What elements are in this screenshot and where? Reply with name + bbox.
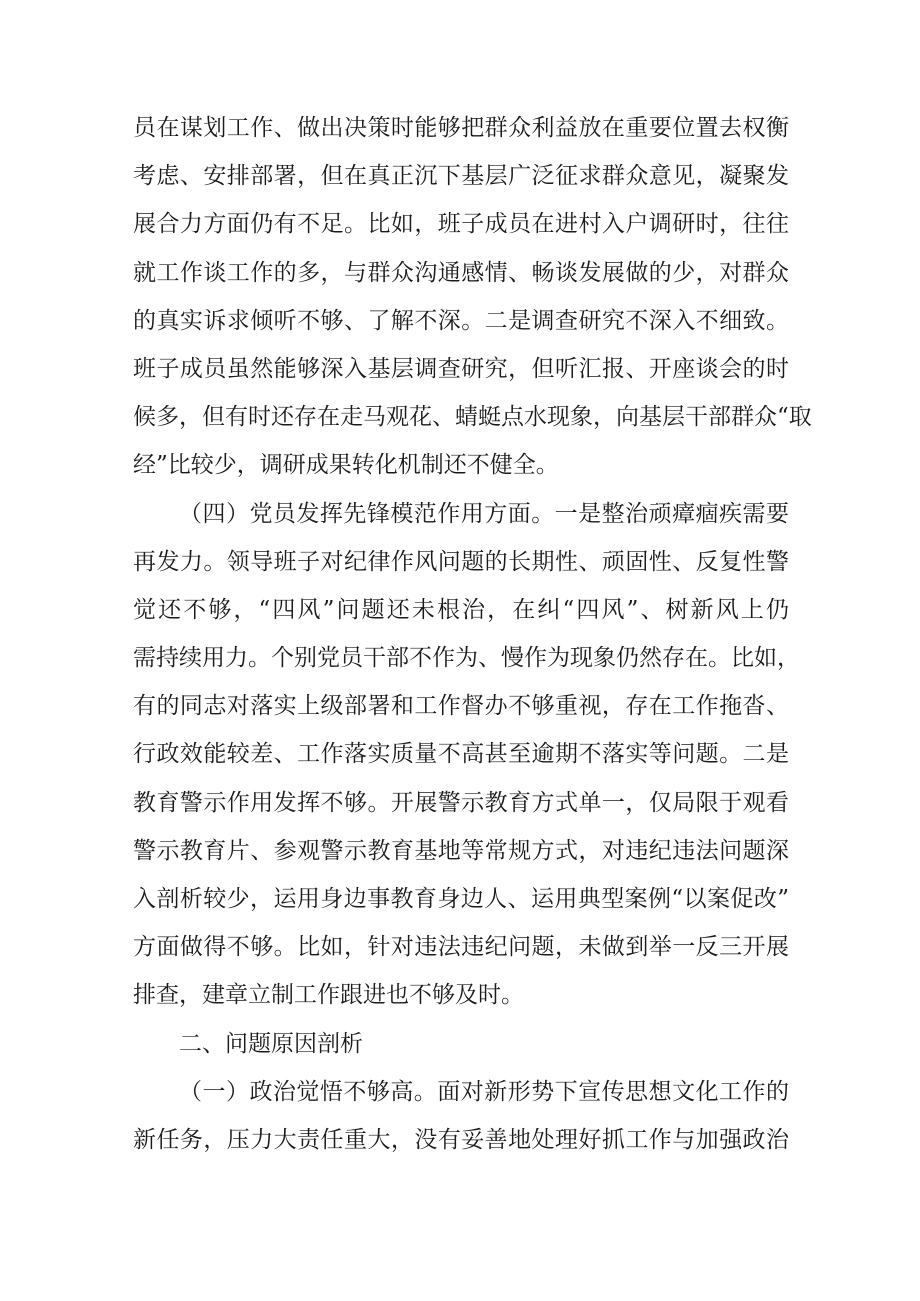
text-line: 再发力。领导班子对纪律作风问题的长期性、顽固性、反复性警 — [133, 548, 789, 575]
text-line: 方面做得不够。比如，针对违法违纪问题，未做到举一反三开展 — [133, 934, 789, 961]
text-line: 的真实诉求倾听不够、了解不深。二是调查研究不深入不细致。 — [133, 307, 789, 334]
section-heading: 二、问题原因剖析 — [179, 1030, 363, 1057]
text-line: 展合力方面仍有不足。比如，班子成员在进村入户调研时，往往 — [133, 211, 789, 238]
text-line: 经”比较少，调研成果转化机制还不健全。 — [133, 452, 559, 479]
body-text — [133, 104, 812, 1164]
text-line: 入剖析较少，运用身边事教育身边人、运用典型案例“以案促改” — [133, 886, 789, 912]
text-line: 教育警示作用发挥不够。开展警示教育方式单一，仅局限于观看 — [133, 789, 789, 816]
text-line: 排查，建章立制工作跟进也不够及时。 — [133, 982, 524, 1009]
text-line: 有的同志对落实上级部署和工作督办不够重视，存在工作拖沓、 — [133, 693, 789, 720]
text-line: 班子成员虽然能够深入基层调查研究，但听汇报、开座谈会的时 — [133, 355, 789, 382]
text-line: 员在谋划工作、做出决策时能够把群众利益放在重要位置去权衡 — [133, 115, 789, 141]
section-paragraph-start: （四）党员发挥先锋模范作用方面。一是整治顽瘴痼疾需要 — [179, 500, 789, 527]
text-line: 行政效能较差、工作落实质量不高甚至逾期不落实等问题。二是 — [133, 741, 789, 768]
text-line: 候多，但有时还存在走马观花、蜻蜓点水现象，向基层干部群众“取 — [133, 404, 812, 431]
text-line: 警示教育片、参观警示教育基地等常规方式，对违纪违法问题深 — [133, 837, 789, 864]
text-line: 就工作谈工作的多，与群众沟通感情、畅谈发展做的少，对群众 — [133, 259, 789, 286]
section-paragraph-start: （一）政治觉悟不够高。面对新形势下宣传思想文化工作的 — [179, 1078, 789, 1105]
text-line: 需持续用力。个别党员干部不作为、慢作为现象仍然存在。比如， — [133, 645, 800, 672]
text-line: 新任务，压力大责任重大，没有妥善地处理好抓工作与加强政治 — [133, 1126, 789, 1153]
text-line: 考虑、安排部署，但在真正沉下基层广泛征求群众意见，凝聚发 — [133, 163, 789, 190]
text-line: 觉还不够，“四风”问题还未根治，在纠“四风”、树新风上仍 — [133, 596, 789, 623]
